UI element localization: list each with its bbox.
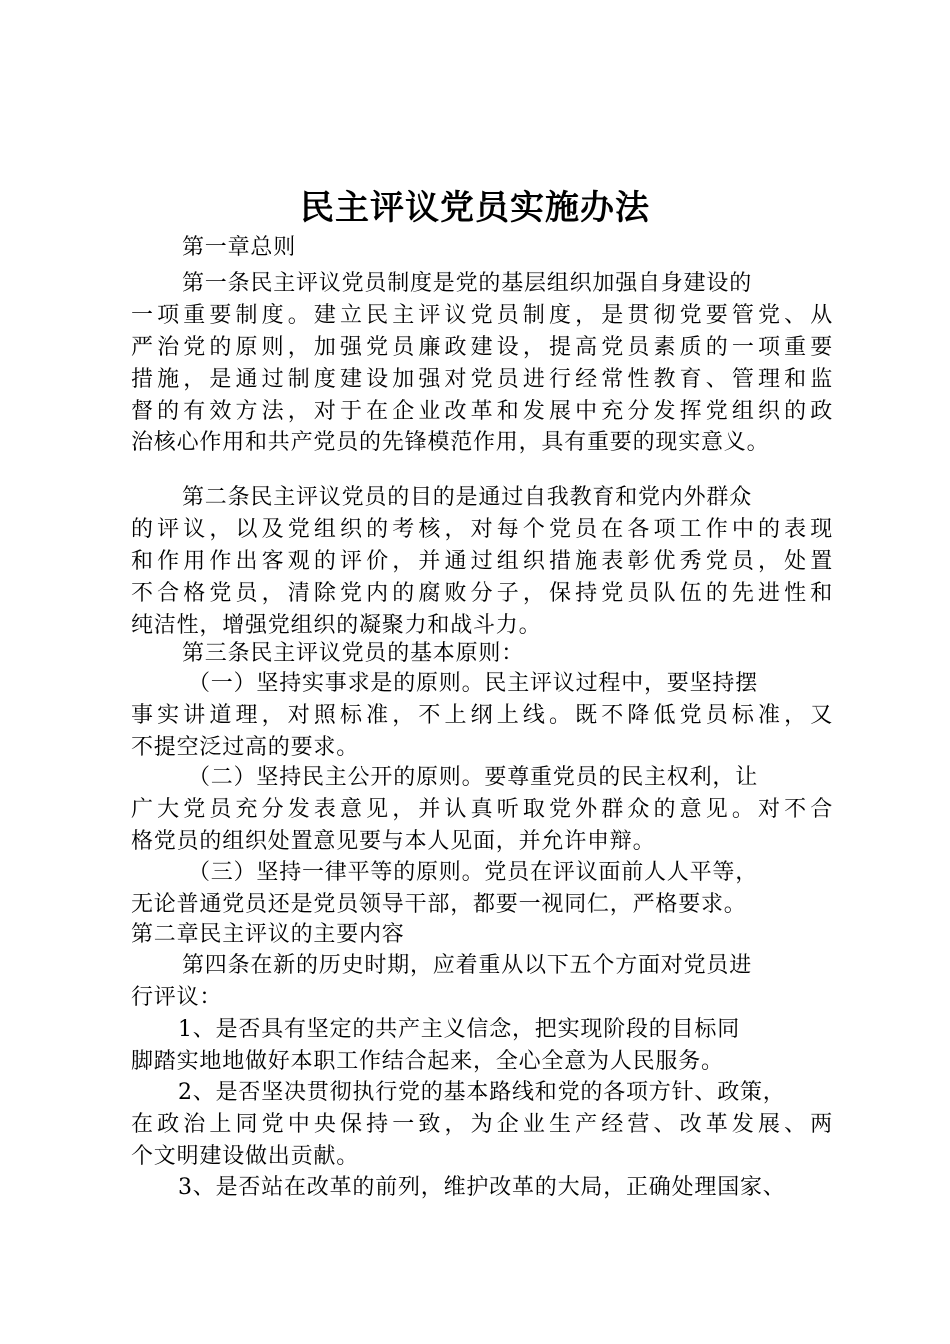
paragraph-line: （二）坚持民主公开的原则。要尊重党员的民主权利，让 bbox=[188, 765, 759, 790]
paragraph-line: （三）坚持一律平等的原则。党员在评议面前人人平等， bbox=[188, 860, 759, 885]
paragraph-line: （一）坚持实事求是的原则。民主评议过程中，要坚持摆 bbox=[188, 671, 759, 696]
paragraph-line: 无论普通党员还是党员领导干部，都要一视同仁，严格要求。 bbox=[131, 892, 747, 917]
paragraph-line: 广大党员充分发表意见，并认真听取党外群众的意见。对不合 bbox=[131, 797, 833, 822]
paragraph-line: 严治党的原则，加强党员廉政建设，提高党员素质的一项重要 bbox=[131, 335, 833, 360]
paragraph-line: 不合格党员，清除党内的腐败分子，保持党员队伍的先进性和 bbox=[131, 581, 833, 606]
document-title: 民主评议党员实施办法 bbox=[300, 188, 650, 228]
paragraph-line: 在政治上同党中央保持一致，为企业生产经营、改革发展、两 bbox=[131, 1112, 833, 1137]
paragraph-line: 第四条在新的历史时期，应着重从以下五个方面对党员进 bbox=[182, 953, 753, 978]
paragraph-line: 第二条民主评议党员的目的是通过自我教育和党内外群众 bbox=[182, 485, 753, 510]
paragraph-line: 督的有效方法，对于在企业改革和发展中充分发挥党组织的政 bbox=[131, 399, 833, 424]
paragraph-line: 个文明建设做出贡献。 bbox=[131, 1144, 360, 1169]
paragraph-line: 2、是否坚决贯彻执行党的基本路线和党的各项方针、政策， bbox=[178, 1080, 786, 1105]
paragraph-line: 脚踏实地地做好本职工作结合起来，全心全意为人民服务。 bbox=[131, 1049, 724, 1074]
paragraph-line: 3、是否站在改革的前列，维护改革的大局，正确处理国家、 bbox=[178, 1175, 786, 1200]
paragraph-line: 行评议： bbox=[131, 985, 223, 1010]
paragraph-line: 治核心作用和共产党员的先锋模范作用，具有重要的现实意义。 bbox=[131, 430, 770, 455]
paragraph-line: 措施，是通过制度建设加强对党员进行经常性教育、管理和监 bbox=[131, 367, 833, 392]
paragraph-line: 纯洁性，增强党组织的凝聚力和战斗力。 bbox=[131, 613, 542, 638]
paragraph-line: 第三条民主评议党员的基本原则： bbox=[182, 641, 525, 666]
paragraph-line: 一项重要制度。建立民主评议党员制度，是贯彻党要管党、从 bbox=[131, 303, 833, 328]
paragraph-line: 的评议，以及党组织的考核，对每个党员在各项工作中的表现 bbox=[131, 517, 833, 542]
paragraph-line: 和作用作出客观的评价，并通过组织措施表彰优秀党员，处置 bbox=[131, 549, 833, 574]
paragraph-line: 1、是否具有坚定的共产主义信念，把实现阶段的目标同 bbox=[178, 1017, 740, 1042]
paragraph-line: 事实讲道理，对照标准，不上纲上线。既不降低党员标准，又 bbox=[131, 703, 833, 728]
paragraph-line: 第一条民主评议党员制度是党的基层组织加强自身建设的 bbox=[182, 271, 753, 296]
paragraph-line: 不提空泛过高的要求。 bbox=[131, 735, 360, 760]
chapter-heading: 第二章民主评议的主要内容 bbox=[131, 922, 405, 947]
chapter-heading: 第一章总则 bbox=[182, 235, 297, 260]
paragraph-line: 格党员的组织处置意见要与本人见面，并允许申辩。 bbox=[131, 829, 656, 854]
